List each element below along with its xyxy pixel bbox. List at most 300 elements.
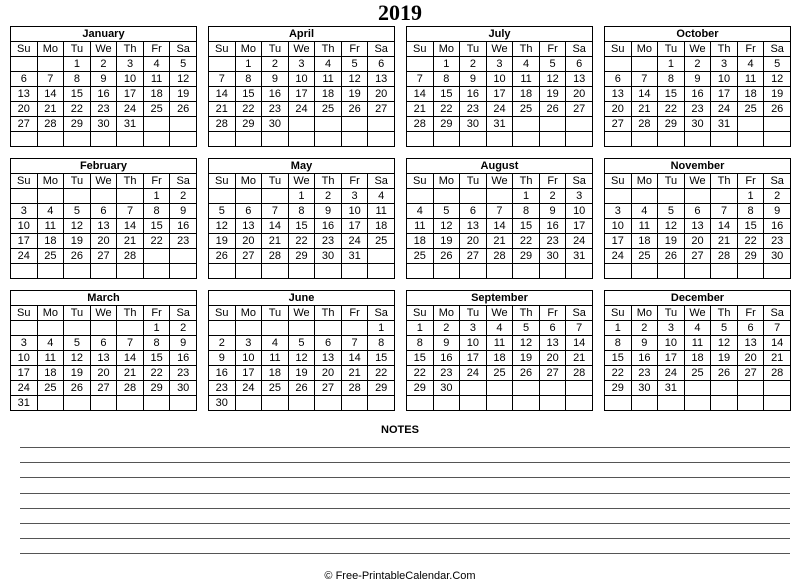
empty-cell xyxy=(764,264,791,279)
day-cell: 24 xyxy=(235,381,262,396)
empty-cell xyxy=(631,57,658,72)
day-cell: 5 xyxy=(764,57,791,72)
day-cell: 10 xyxy=(566,204,593,219)
day-cell: 15 xyxy=(407,351,434,366)
day-cell: 30 xyxy=(539,249,566,264)
day-cell: 9 xyxy=(631,336,658,351)
empty-cell xyxy=(11,132,38,147)
day-cell: 7 xyxy=(117,204,144,219)
empty-cell xyxy=(64,321,91,336)
empty-cell xyxy=(170,132,197,147)
day-cell: 12 xyxy=(539,72,566,87)
day-cell: 2 xyxy=(460,57,487,72)
day-cell: 29 xyxy=(433,117,460,132)
day-cell: 3 xyxy=(117,57,144,72)
day-cell: 4 xyxy=(684,321,711,336)
day-cell: 16 xyxy=(170,219,197,234)
empty-cell xyxy=(64,132,91,147)
day-cell: 21 xyxy=(486,234,513,249)
note-line xyxy=(20,538,790,539)
day-cell: 28 xyxy=(209,117,236,132)
day-cell: 15 xyxy=(143,219,170,234)
day-cell: 29 xyxy=(605,381,632,396)
day-cell: 11 xyxy=(315,72,342,87)
day-cell: 24 xyxy=(11,249,38,264)
day-cell: 8 xyxy=(143,336,170,351)
day-cell: 24 xyxy=(460,366,487,381)
month-january xyxy=(10,26,197,145)
empty-cell xyxy=(631,132,658,147)
note-line xyxy=(20,493,790,494)
weekday-label: Su xyxy=(605,42,632,57)
day-cell: 13 xyxy=(684,219,711,234)
day-cell: 25 xyxy=(407,249,434,264)
weekday-label: Sa xyxy=(368,174,395,189)
day-cell: 28 xyxy=(566,366,593,381)
empty-cell xyxy=(341,132,368,147)
day-cell: 27 xyxy=(235,249,262,264)
empty-cell xyxy=(737,396,764,411)
weekday-label: Su xyxy=(209,42,236,57)
day-cell: 9 xyxy=(209,351,236,366)
empty-cell xyxy=(288,396,315,411)
day-cell: 14 xyxy=(117,351,144,366)
day-cell: 6 xyxy=(235,204,262,219)
empty-cell xyxy=(11,57,38,72)
empty-cell xyxy=(117,321,144,336)
day-cell: 1 xyxy=(288,189,315,204)
day-cell: 16 xyxy=(539,219,566,234)
day-cell: 31 xyxy=(711,117,738,132)
weekday-label: Fr xyxy=(737,306,764,321)
day-cell: 4 xyxy=(315,57,342,72)
day-cell: 26 xyxy=(64,381,91,396)
day-cell: 31 xyxy=(341,249,368,264)
empty-cell xyxy=(460,264,487,279)
day-cell: 13 xyxy=(315,351,342,366)
month-table xyxy=(604,158,791,279)
month-table xyxy=(406,26,593,147)
day-cell: 30 xyxy=(170,381,197,396)
day-cell: 22 xyxy=(513,234,540,249)
day-cell: 28 xyxy=(631,117,658,132)
day-cell: 7 xyxy=(341,336,368,351)
day-cell: 6 xyxy=(684,204,711,219)
day-cell: 20 xyxy=(11,102,38,117)
month-april xyxy=(208,26,395,145)
empty-cell xyxy=(539,381,566,396)
day-cell: 10 xyxy=(11,351,38,366)
weekday-label: Tu xyxy=(658,42,685,57)
day-cell: 12 xyxy=(64,219,91,234)
empty-cell xyxy=(143,132,170,147)
day-cell: 9 xyxy=(170,204,197,219)
day-cell: 25 xyxy=(37,249,64,264)
empty-cell xyxy=(566,117,593,132)
month-july xyxy=(406,26,593,145)
day-cell: 29 xyxy=(235,117,262,132)
day-cell: 25 xyxy=(143,102,170,117)
day-cell: 20 xyxy=(684,234,711,249)
day-cell: 7 xyxy=(262,204,289,219)
empty-cell xyxy=(288,132,315,147)
day-cell: 23 xyxy=(433,366,460,381)
empty-cell xyxy=(315,396,342,411)
day-cell: 22 xyxy=(64,102,91,117)
day-cell: 15 xyxy=(235,87,262,102)
empty-cell xyxy=(737,132,764,147)
day-cell: 20 xyxy=(539,351,566,366)
day-cell: 27 xyxy=(11,117,38,132)
day-cell: 30 xyxy=(315,249,342,264)
weekday-label: Mo xyxy=(631,42,658,57)
weekday-label: Tu xyxy=(262,42,289,57)
weekday-label: We xyxy=(288,306,315,321)
empty-cell xyxy=(315,321,342,336)
day-cell: 28 xyxy=(37,117,64,132)
day-cell: 23 xyxy=(170,234,197,249)
day-cell: 14 xyxy=(407,87,434,102)
empty-cell xyxy=(605,189,632,204)
day-cell: 22 xyxy=(433,102,460,117)
day-cell: 18 xyxy=(37,366,64,381)
empty-cell xyxy=(460,381,487,396)
weekday-label: Sa xyxy=(566,174,593,189)
day-cell: 11 xyxy=(368,204,395,219)
weekday-label: Th xyxy=(117,306,144,321)
day-cell: 11 xyxy=(143,72,170,87)
weekday-label: Th xyxy=(315,174,342,189)
day-cell: 18 xyxy=(737,87,764,102)
empty-cell xyxy=(684,396,711,411)
day-cell: 12 xyxy=(764,72,791,87)
day-cell: 4 xyxy=(37,336,64,351)
day-cell: 3 xyxy=(288,57,315,72)
day-cell: 24 xyxy=(117,102,144,117)
day-cell: 1 xyxy=(64,57,91,72)
day-cell: 14 xyxy=(37,87,64,102)
day-cell: 12 xyxy=(513,336,540,351)
empty-cell xyxy=(433,264,460,279)
day-cell: 14 xyxy=(486,219,513,234)
day-cell: 15 xyxy=(368,351,395,366)
day-cell: 24 xyxy=(341,234,368,249)
day-cell: 22 xyxy=(288,234,315,249)
day-cell: 2 xyxy=(170,321,197,336)
weekday-label: Th xyxy=(117,174,144,189)
empty-cell xyxy=(368,396,395,411)
empty-cell xyxy=(37,132,64,147)
day-cell: 9 xyxy=(262,72,289,87)
weekday-label: Th xyxy=(513,306,540,321)
day-cell: 8 xyxy=(658,72,685,87)
day-cell: 28 xyxy=(262,249,289,264)
empty-cell xyxy=(341,396,368,411)
day-cell: 10 xyxy=(460,336,487,351)
empty-cell xyxy=(341,264,368,279)
empty-cell xyxy=(90,321,117,336)
weekday-label: Th xyxy=(513,42,540,57)
weekday-label: Sa xyxy=(764,42,791,57)
empty-cell xyxy=(209,132,236,147)
day-cell: 4 xyxy=(407,204,434,219)
empty-cell xyxy=(605,396,632,411)
day-cell: 20 xyxy=(368,87,395,102)
day-cell: 29 xyxy=(288,249,315,264)
empty-cell xyxy=(37,396,64,411)
empty-cell xyxy=(658,189,685,204)
weekday-label: Sa xyxy=(170,306,197,321)
weekday-label: Fr xyxy=(539,42,566,57)
empty-cell xyxy=(460,189,487,204)
day-cell: 18 xyxy=(315,87,342,102)
day-cell: 18 xyxy=(143,87,170,102)
day-cell: 25 xyxy=(486,366,513,381)
month-name: May xyxy=(209,159,395,174)
note-line xyxy=(20,523,790,524)
note-line xyxy=(20,553,790,554)
day-cell: 28 xyxy=(407,117,434,132)
day-cell: 19 xyxy=(209,234,236,249)
day-cell: 17 xyxy=(711,87,738,102)
empty-cell xyxy=(368,264,395,279)
day-cell: 19 xyxy=(341,87,368,102)
weekday-label: Fr xyxy=(143,306,170,321)
day-cell: 7 xyxy=(764,321,791,336)
day-cell: 29 xyxy=(64,117,91,132)
weekday-label: We xyxy=(90,42,117,57)
day-cell: 1 xyxy=(235,57,262,72)
day-cell: 16 xyxy=(433,351,460,366)
day-cell: 2 xyxy=(90,57,117,72)
empty-cell xyxy=(90,189,117,204)
day-cell: 2 xyxy=(315,189,342,204)
weekday-label: Th xyxy=(711,306,738,321)
empty-cell xyxy=(288,117,315,132)
empty-cell xyxy=(262,321,289,336)
day-cell: 26 xyxy=(513,366,540,381)
day-cell: 3 xyxy=(486,57,513,72)
day-cell: 15 xyxy=(143,351,170,366)
day-cell: 8 xyxy=(143,204,170,219)
day-cell: 8 xyxy=(605,336,632,351)
month-table xyxy=(208,26,395,147)
day-cell: 30 xyxy=(684,117,711,132)
weekday-label: Su xyxy=(209,306,236,321)
day-cell: 8 xyxy=(368,336,395,351)
day-cell: 27 xyxy=(737,366,764,381)
empty-cell xyxy=(539,117,566,132)
notes-heading: NOTES xyxy=(381,424,419,436)
day-cell: 31 xyxy=(658,381,685,396)
day-cell: 17 xyxy=(486,87,513,102)
month-name: December xyxy=(605,291,791,306)
month-name: April xyxy=(209,27,395,42)
empty-cell xyxy=(170,264,197,279)
day-cell: 2 xyxy=(764,189,791,204)
empty-cell xyxy=(64,396,91,411)
weekday-label: Mo xyxy=(433,306,460,321)
day-cell: 14 xyxy=(631,87,658,102)
day-cell: 22 xyxy=(235,102,262,117)
day-cell: 24 xyxy=(605,249,632,264)
weekday-label: Th xyxy=(711,42,738,57)
day-cell: 18 xyxy=(684,351,711,366)
day-cell: 23 xyxy=(209,381,236,396)
day-cell: 1 xyxy=(737,189,764,204)
empty-cell xyxy=(235,189,262,204)
month-table xyxy=(208,158,395,279)
day-cell: 13 xyxy=(460,219,487,234)
day-cell: 9 xyxy=(539,204,566,219)
day-cell: 3 xyxy=(658,321,685,336)
month-name: July xyxy=(407,27,593,42)
day-cell: 5 xyxy=(64,204,91,219)
day-cell: 8 xyxy=(64,72,91,87)
day-cell: 23 xyxy=(315,234,342,249)
empty-cell xyxy=(315,264,342,279)
day-cell: 17 xyxy=(235,366,262,381)
day-cell: 10 xyxy=(658,336,685,351)
weekday-label: Mo xyxy=(433,42,460,57)
day-cell: 26 xyxy=(711,366,738,381)
empty-cell xyxy=(262,132,289,147)
weekday-label: Tu xyxy=(658,174,685,189)
empty-cell xyxy=(737,381,764,396)
day-cell: 17 xyxy=(460,351,487,366)
day-cell: 4 xyxy=(37,204,64,219)
weekday-label: Tu xyxy=(460,306,487,321)
day-cell: 18 xyxy=(407,234,434,249)
month-september xyxy=(406,290,593,409)
empty-cell xyxy=(407,396,434,411)
empty-cell xyxy=(407,57,434,72)
day-cell: 9 xyxy=(433,336,460,351)
empty-cell xyxy=(486,132,513,147)
month-name: August xyxy=(407,159,593,174)
empty-cell xyxy=(315,132,342,147)
day-cell: 8 xyxy=(235,72,262,87)
month-table xyxy=(604,26,791,147)
day-cell: 17 xyxy=(341,219,368,234)
weekday-label: Mo xyxy=(433,174,460,189)
weekday-label: Su xyxy=(407,306,434,321)
day-cell: 29 xyxy=(737,249,764,264)
day-cell: 10 xyxy=(605,219,632,234)
day-cell: 8 xyxy=(737,204,764,219)
day-cell: 25 xyxy=(262,381,289,396)
empty-cell xyxy=(764,396,791,411)
day-cell: 31 xyxy=(11,396,38,411)
weekday-label: Su xyxy=(11,306,38,321)
empty-cell xyxy=(539,132,566,147)
day-cell: 22 xyxy=(143,234,170,249)
weekday-label: Th xyxy=(315,42,342,57)
empty-cell xyxy=(209,189,236,204)
day-cell: 24 xyxy=(658,366,685,381)
weekday-label: Fr xyxy=(341,306,368,321)
month-table xyxy=(604,290,791,411)
day-cell: 20 xyxy=(566,87,593,102)
day-cell: 6 xyxy=(368,57,395,72)
empty-cell xyxy=(711,189,738,204)
day-cell: 29 xyxy=(407,381,434,396)
empty-cell xyxy=(235,264,262,279)
day-cell: 16 xyxy=(460,87,487,102)
weekday-label: We xyxy=(486,306,513,321)
day-cell: 21 xyxy=(117,366,144,381)
day-cell: 20 xyxy=(235,234,262,249)
day-cell: 26 xyxy=(64,249,91,264)
month-name: March xyxy=(11,291,197,306)
note-line xyxy=(20,508,790,509)
day-cell: 20 xyxy=(315,366,342,381)
day-cell: 26 xyxy=(539,102,566,117)
empty-cell xyxy=(262,264,289,279)
day-cell: 2 xyxy=(170,189,197,204)
day-cell: 5 xyxy=(209,204,236,219)
day-cell: 8 xyxy=(407,336,434,351)
day-cell: 11 xyxy=(37,351,64,366)
weekday-label: Su xyxy=(407,174,434,189)
empty-cell xyxy=(764,381,791,396)
empty-cell xyxy=(143,117,170,132)
empty-cell xyxy=(90,132,117,147)
day-cell: 13 xyxy=(539,336,566,351)
month-august xyxy=(406,158,593,277)
day-cell: 24 xyxy=(288,102,315,117)
weekday-label: Mo xyxy=(235,306,262,321)
empty-cell xyxy=(684,132,711,147)
day-cell: 1 xyxy=(143,321,170,336)
empty-cell xyxy=(407,132,434,147)
day-cell: 10 xyxy=(11,219,38,234)
day-cell: 15 xyxy=(64,87,91,102)
empty-cell xyxy=(684,381,711,396)
day-cell: 12 xyxy=(341,72,368,87)
empty-cell xyxy=(143,264,170,279)
empty-cell xyxy=(605,132,632,147)
day-cell: 13 xyxy=(368,72,395,87)
day-cell: 30 xyxy=(90,117,117,132)
day-cell: 23 xyxy=(262,102,289,117)
day-cell: 5 xyxy=(539,57,566,72)
weekday-label: Mo xyxy=(235,42,262,57)
empty-cell xyxy=(37,57,64,72)
day-cell: 3 xyxy=(11,204,38,219)
month-name: November xyxy=(605,159,791,174)
day-cell: 1 xyxy=(143,189,170,204)
weekday-label: Sa xyxy=(368,306,395,321)
day-cell: 13 xyxy=(737,336,764,351)
empty-cell xyxy=(64,264,91,279)
empty-cell xyxy=(566,264,593,279)
day-cell: 5 xyxy=(64,336,91,351)
day-cell: 12 xyxy=(288,351,315,366)
day-cell: 11 xyxy=(262,351,289,366)
day-cell: 16 xyxy=(684,87,711,102)
day-cell: 21 xyxy=(341,366,368,381)
note-line xyxy=(20,462,790,463)
day-cell: 9 xyxy=(315,204,342,219)
day-cell: 6 xyxy=(460,204,487,219)
day-cell: 23 xyxy=(170,366,197,381)
empty-cell xyxy=(737,117,764,132)
day-cell: 14 xyxy=(566,336,593,351)
empty-cell xyxy=(11,189,38,204)
weekday-label: Sa xyxy=(170,174,197,189)
weekday-label: Mo xyxy=(37,174,64,189)
